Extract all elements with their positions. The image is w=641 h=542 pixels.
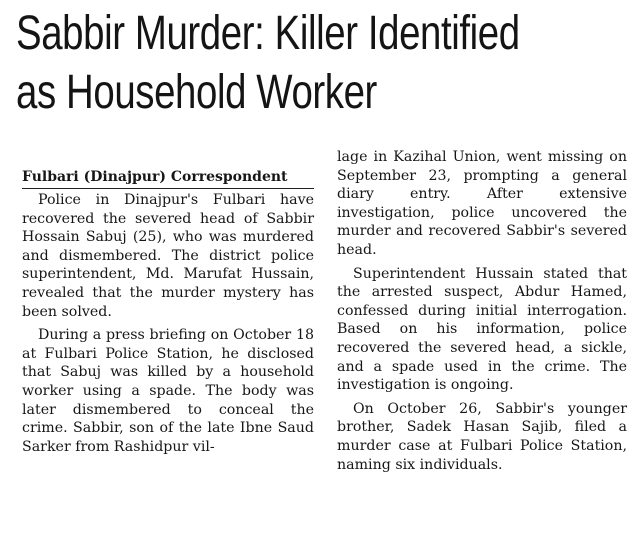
headline-line-2: as Household Worker: [16, 66, 377, 119]
paragraph-continued: lage in Kazihal Union, went missing on September 23, prompting a general diary entry. After extensive investigation, police uncovered the murder and recovered Sabbir's severed head.: [337, 149, 627, 258]
headline: [16, 4, 520, 122]
byline: Fulbari (Dinajpur) Correspondent: [22, 168, 314, 189]
article-column-right: [337, 148, 627, 479]
paragraph: During a press briefing on October 18 at Fulbari Police Station, he disclosed that Sabuj was killed by a household worker using a spade. The body was later dismembered to conceal the crime. Sabbir, son of the late Ibne Saud Sarker from Rashidpur vil-: [22, 327, 314, 455]
paragraph: On October 26, Sabbir's younger brother, Sadek Hasan Sajib, filed a murder case at Fulbari Police Station, naming six individuals.: [337, 400, 627, 473]
headline-line-1: Sabbir Murder: Killer Identified: [16, 7, 520, 60]
paragraph: Superintendent Hussain stated that the arrested suspect, Abdur Hamed, confessed during initial interrogation. Based on his information, police recovered the severed head, a sickle, and a spade used in the crime. The investigation is ongoing.: [337, 265, 627, 394]
article-column-left: [22, 168, 314, 461]
paragraph: Police in Dinajpur's Fulbari have recovered the severed head of Sabbir Hossain Sabuj (25), who was murdered and dismembered. The district police superintendent, Md. Marufat Hussain, revealed that the murder mystery has been solved.: [22, 192, 314, 320]
